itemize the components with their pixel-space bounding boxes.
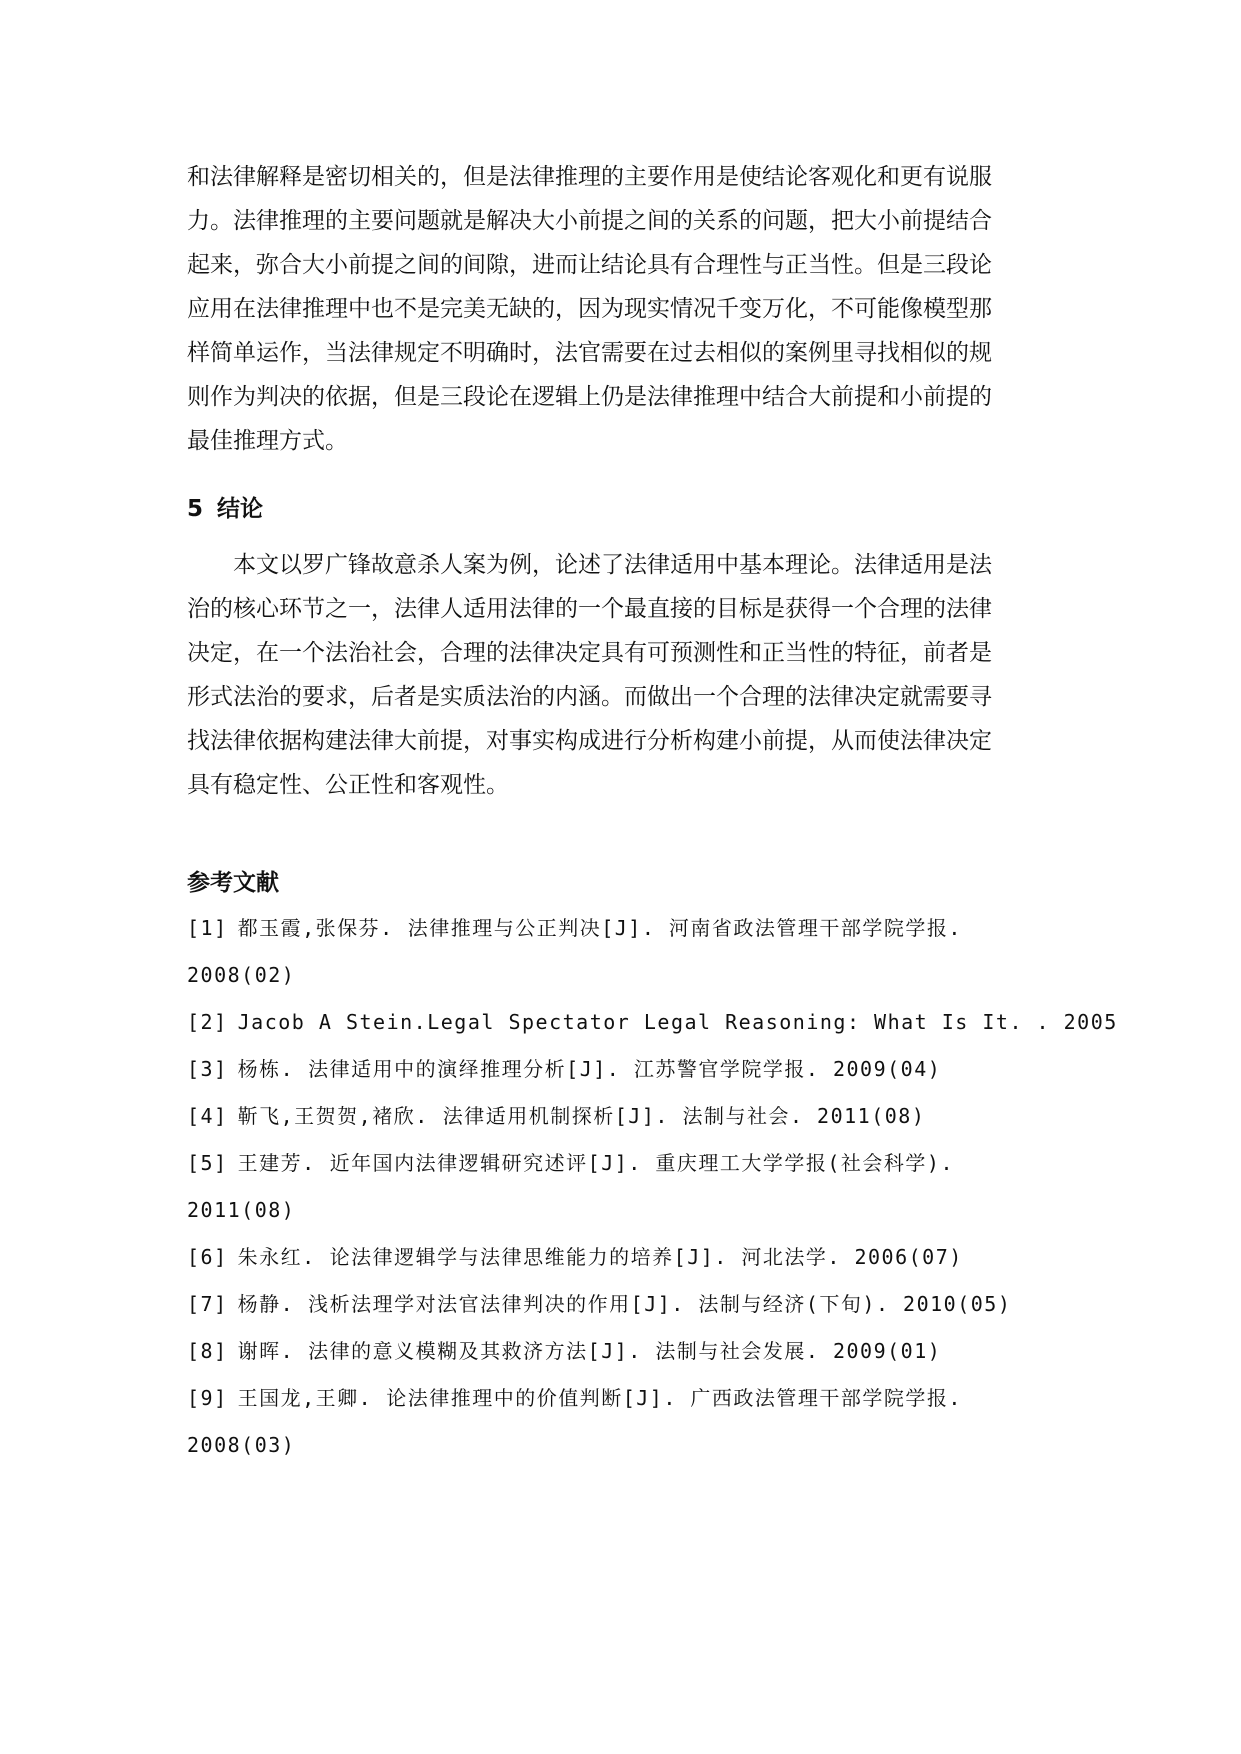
reference-body: Jacob A Stein.Legal Spectator Legal Reasoning: What Is It. . 2005 (237, 1010, 1118, 1034)
reference-number: [5] (187, 1151, 228, 1175)
paragraph-line: 应用在法律推理中也不是完美无缺的，因为现实情况千变万化，不可能像模型那 (187, 296, 992, 322)
reference-number: [7] (187, 1292, 228, 1316)
reference-body: 法律推理与公正判决[J]. 河南省政法管理干部学院学报. (407, 916, 962, 940)
conclusion-paragraph (187, 543, 1047, 807)
reference-authors: 杨静 . (238, 1292, 309, 1316)
paragraph-line: 最佳推理方式。 (187, 428, 348, 454)
section-number: 5 (187, 496, 204, 522)
reference-item (187, 1281, 1047, 1328)
reference-authors: 谢晖 . (238, 1339, 309, 1363)
reference-number: [1] (187, 916, 228, 940)
paragraph-line: 决定，在一个法治社会，合理的法律决定具有可预测性和正当性的特征，前者是 (187, 640, 992, 666)
reference-number: [3] (187, 1057, 228, 1081)
reference-item (187, 1375, 1047, 1469)
reference-body: 论法律推理中的价值判断[J]. 广西政法管理干部学院学报. (386, 1386, 962, 1410)
paragraph-line: 样简单运作，当法律规定不明确时，法官需要在过去相似的案例里寻找相似的规 (187, 340, 992, 366)
paragraph-line: 力。法律推理的主要问题就是解决大小前提之间的关系的问题，把大小前提结合 (187, 208, 992, 234)
references-heading: 参考文献 (187, 870, 279, 896)
reference-number: [2] (187, 1010, 228, 1034)
reference-authors: 王建芳 . (238, 1151, 330, 1175)
reference-list (187, 905, 1118, 1469)
reference-item (187, 1140, 1047, 1234)
section-title: 结论 (217, 496, 264, 522)
reference-body: 论法律逻辑学与法律思维能力的培养[J]. 河北法学. 2006(07) (329, 1245, 963, 1269)
reference-continuation: 2011(08) (187, 1198, 296, 1222)
reference-authors: 靳飞,王贺贺,褚欣 . (238, 1104, 443, 1128)
reference-body: 法律的意义模糊及其救济方法[J]. 法制与社会发展. 2009(01) (308, 1339, 942, 1363)
paragraph-line: 本文以罗广锋故意杀人案为例，论述了法律适用中基本理论。法律适用是法 (233, 552, 992, 578)
reference-item (187, 1234, 1047, 1281)
reference-number: [4] (187, 1104, 228, 1128)
reference-item (187, 999, 1118, 1046)
reference-number: [6] (187, 1245, 228, 1269)
reference-authors: 杨栋 . (238, 1057, 309, 1081)
reference-item (187, 1046, 1047, 1093)
reference-authors: 朱永红 . (238, 1245, 330, 1269)
reference-body: 浅析法理学对法官法律判决的作用[J]. 法制与经济(下旬). 2010(05) (308, 1292, 1012, 1316)
reference-item (187, 1328, 1047, 1375)
reference-body: 法律适用机制探析[J]. 法制与社会. 2011(08) (442, 1104, 926, 1128)
paragraph-line: 治的核心环节之一，法律人适用法律的一个最直接的目标是获得一个合理的法律 (187, 596, 992, 622)
reference-number: [9] (187, 1386, 228, 1410)
paragraph-line: 具有稳定性、公正性和客观性。 (187, 772, 509, 798)
reference-continuation: 2008(02) (187, 963, 296, 987)
continuation-paragraph (187, 155, 1047, 463)
reference-authors: 都玉霞,张保芬 . (238, 916, 408, 940)
reference-number: [8] (187, 1339, 228, 1363)
section-heading-conclusion (187, 487, 1047, 531)
paragraph-line: 则作为判决的依据，但是三段论在逻辑上仍是法律推理中结合大前提和小前提的 (187, 384, 992, 410)
paragraph-line: 和法律解释是密切相关的，但是法律推理的主要作用是使结论客观化和更有说服 (187, 164, 992, 190)
reference-item (187, 1093, 1047, 1140)
paragraph-line: 形式法治的要求，后者是实质法治的内涵。而做出一个合理的法律决定就需要寻 (187, 684, 992, 710)
reference-item (187, 905, 1047, 999)
reference-continuation: 2008(03) (187, 1433, 296, 1457)
reference-body: 法律适用中的演绎推理分析[J]. 江苏警官学院学报. 2009(04) (308, 1057, 942, 1081)
reference-authors: 王国龙,王卿 . (238, 1386, 387, 1410)
paragraph-line: 起来，弥合大小前提之间的间隙，进而让结论具有合理性与正当性。但是三段论 (187, 252, 992, 278)
paragraph-line: 找法律依据构建法律大前提，对事实构成进行分析构建小前提，从而使法律决定 (187, 728, 992, 754)
reference-body: 近年国内法律逻辑研究述评[J]. 重庆理工大学学报(社会科学). (329, 1151, 954, 1175)
text-column (187, 155, 1118, 1469)
